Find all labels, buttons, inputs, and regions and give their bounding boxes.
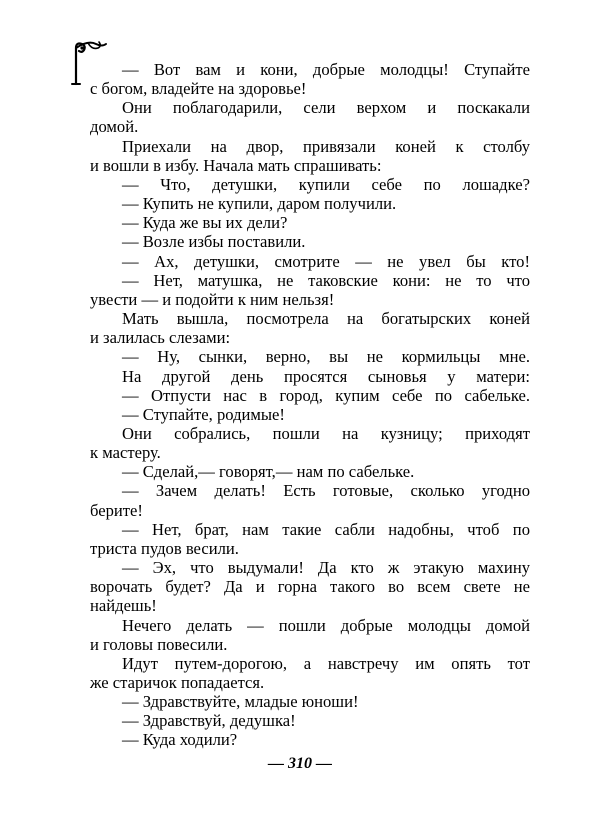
text-line: с богом, владейте на здоровье!: [90, 79, 307, 99]
text-line: и вошли в избу. Начала мать спрашивать:: [90, 155, 382, 175]
text-line: — Ступайте, родимые!: [122, 404, 285, 424]
text-line: берите!: [90, 500, 143, 520]
text-line: найдешь!: [90, 596, 157, 616]
text-line: — Эх, что выдумали! Да кто ж этакую махину: [122, 558, 530, 578]
text-line: — Вот вам и кони, добрые молодцы! Ступайте: [122, 60, 530, 79]
text-line: и залилась слезами:: [90, 328, 231, 348]
text-line: — Ну, сынки, верно, вы не кормильцы мне.: [122, 347, 530, 367]
text-line: Идут путем-дорогою, а навстречу им опять тот: [122, 653, 530, 673]
text-line: ворочать будет? Да и горна такого во всем свете не: [90, 577, 530, 597]
text-line: Мать вышла, посмотрела на богатырских коней: [122, 309, 530, 329]
text-line: — Здравствуй, дедушка!: [122, 711, 296, 731]
text-line: — Здравствуйте, младые юноши!: [122, 692, 359, 712]
text-line: На другой день просятся сыновья у матери:: [122, 366, 530, 386]
text-line: Приехали на двор, привязали коней к столбу: [122, 136, 530, 156]
text-line: Они поблагодарили, сели верхом и поскакали: [122, 98, 530, 118]
text-line: же старичок попадается.: [90, 673, 265, 692]
text-line: триста пудов весили.: [90, 538, 239, 558]
text-line: к мастеру.: [90, 443, 161, 463]
text-line: — Нет, брат, нам такие сабли надобны, чтоб по: [122, 519, 530, 539]
text-line: — Куда ходили?: [122, 730, 238, 750]
text-line: и головы повесили.: [90, 634, 228, 654]
text-line: Они собрались, пошли на кузницу; приходят: [122, 423, 530, 443]
text-line: увести — и подойти к ним нельзя!: [90, 289, 335, 309]
page-number: — 310 —: [268, 755, 332, 772]
text-line: домой.: [90, 117, 139, 137]
text-line: — Сделай,— говорят,— нам по сабельке.: [122, 462, 415, 482]
text-line: — Нет, матушка, не таковские кони: не то что: [122, 270, 530, 290]
text-line: — Купить не купили, даром получили.: [122, 194, 397, 214]
text-line: — Зачем делать! Есть готовые, сколько угодно: [122, 481, 530, 501]
text-line: Нечего делать — пошли добрые молодцы домой: [122, 615, 530, 635]
story-text: [90, 60, 530, 750]
text-line: — Что, детушки, купили себе по лошадке?: [122, 174, 530, 194]
text-line: — Отпусти нас в город, купим себе по сабельке.: [122, 385, 530, 405]
text-line: — Куда же вы их дели?: [122, 213, 288, 233]
text-line: — Возле избы поставили.: [122, 232, 306, 252]
text-line: — Ах, детушки, смотрите — не увел бы кто!: [122, 251, 530, 271]
